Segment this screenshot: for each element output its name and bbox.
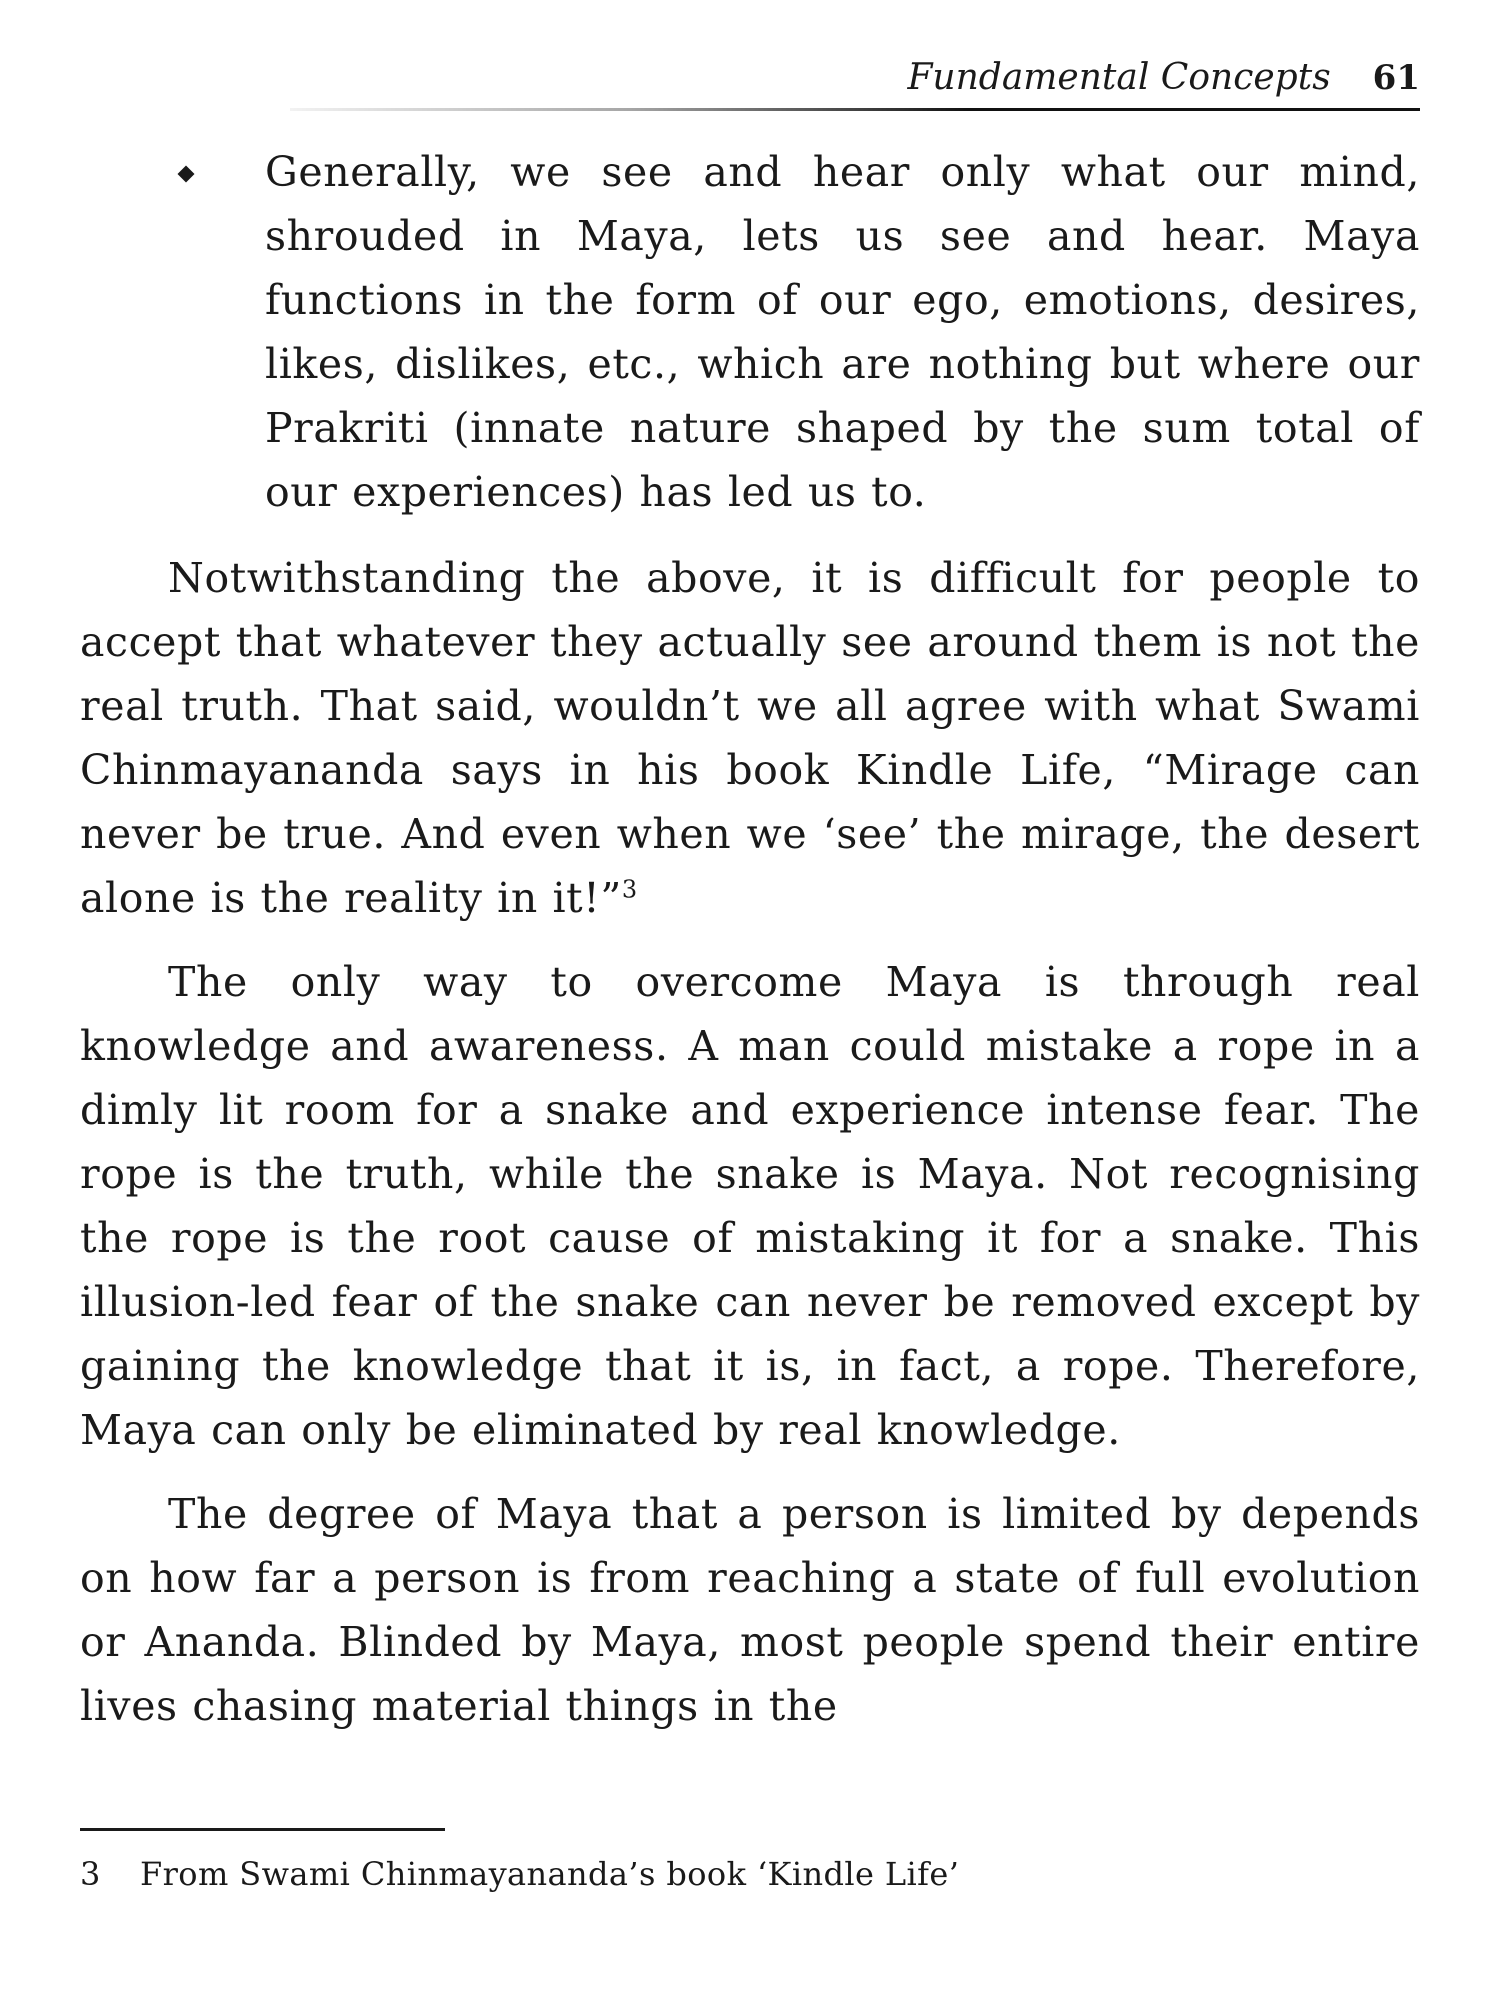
paragraph: [80, 546, 1420, 930]
paragraph-text: The only way to overcome Maya is through real knowledge and awareness. A man could mistake a rope in a dimly lit room for a snake and experience intense fear. The rope is the truth, while the snake is Maya. Not recognising the rope is the root cause of mistaking it for a snake. This illusion-led fear of the snake can never be removed except by gaining the knowledge that it is, in fact, a rope. Therefore, Maya can only be eliminated by real knowledge.: [80, 958, 1420, 1454]
footnote-number: 3: [80, 1855, 101, 1893]
body-text: [80, 140, 1420, 1758]
page-number: 61: [1372, 58, 1420, 98]
paragraph: [80, 1482, 1420, 1738]
diamond-bullet-icon: [178, 166, 195, 183]
footnote-text: From Swami Chinmayananda’s book ‘Kindle Life’: [140, 1855, 960, 1893]
bullet-text: Generally, we see and hear only what our mind, shrouded in Maya, lets us see and hear. Maya functions in the form of our ego, emotions, desires, likes, dislikes, etc., which are nothing but where our Prakriti (innate nature shaped by the sum total of our experiences) has led us to.: [265, 148, 1420, 516]
paragraph: [80, 950, 1420, 1462]
paragraph-text: The degree of Maya that a person is limited by depends on how far a person is from reaching a state of full evolution or Ananda. Blinded by Maya, most people spend their entire lives chasing material things in the: [80, 1490, 1420, 1730]
paragraph-text: Notwithstanding the above, it is difficult for people to accept that whatever they actually see around them is not the real truth. That said, wouldn’t we all agree with what Swami Chinmayananda says in his book Kindle Life, “Mirage can never be true. And even when we ‘see’ the mirage, the desert alone is the reality in it!”: [80, 554, 1420, 922]
footnote-reference[interactable]: 3: [621, 875, 638, 904]
bullet-item: [80, 140, 1420, 524]
running-header: [290, 52, 1420, 112]
footnote: [80, 1852, 1420, 1896]
chapter-title: Fundamental Concepts: [907, 57, 1331, 98]
header-rule: [290, 108, 1420, 111]
footnote-rule: [80, 1828, 445, 1831]
